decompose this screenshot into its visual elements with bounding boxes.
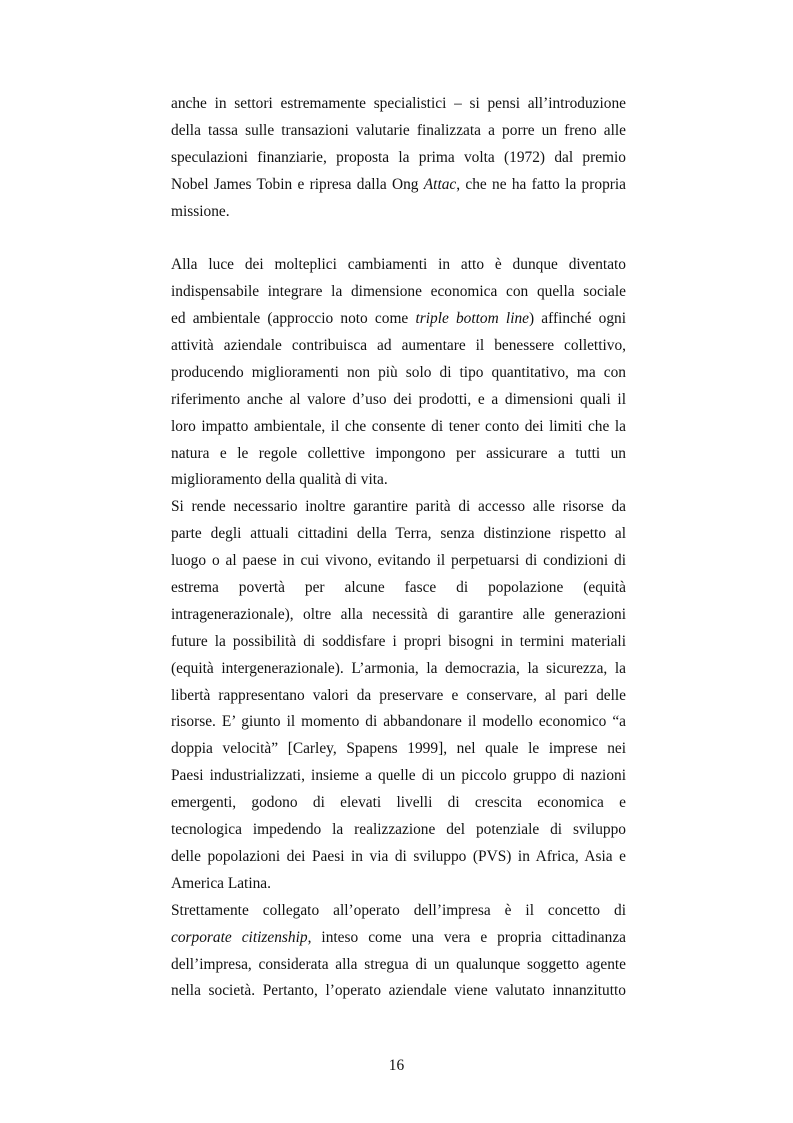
text-line: (equità intergenerazionale). L’armonia, la democrazia, la sicurezza, la xyxy=(171,659,626,677)
text-line: riferimento anche al valore d’uso dei prodotti, e a dimensioni quali il xyxy=(171,390,626,408)
paragraph xyxy=(171,91,626,225)
text-line: delle popolazioni dei Paesi in via di sviluppo (PVS) in Africa, Asia e xyxy=(171,847,626,865)
text-line: doppia velocità” [Carley, Spapens 1999], nel quale le imprese nei xyxy=(171,740,626,758)
text-line: Si rende necessario inoltre garantire parità di accesso alle risorse da xyxy=(171,498,626,516)
paragraph xyxy=(171,494,626,897)
text-line: nella società. Pertanto, l’operato aziendale viene valutato innanzitutto xyxy=(171,982,626,1000)
text-line: Paesi industrializzati, insieme a quelle di un piccolo gruppo di nazioni xyxy=(171,767,626,785)
text-line: speculazioni finanziarie, proposta la prima volta (1972) dal premio xyxy=(171,148,626,166)
page-number: 16 xyxy=(388,1057,405,1074)
text-line: attività aziendale contribuisca ad aumentare il benessere collettivo, xyxy=(171,337,626,355)
text-line: corporate citizenship, inteso come una vera e propria cittadinanza xyxy=(171,928,626,946)
text-line: dell’impresa, considerata alla stregua di un qualunque soggetto agente xyxy=(171,955,626,973)
text-line: Nobel James Tobin e ripresa dalla Ong Attac, che ne ha fatto la propria xyxy=(171,175,627,193)
text-line: intragenerazionale), oltre alla necessità di garantire alle generazioni xyxy=(171,605,626,623)
text-line: miglioramento della qualità di vita. xyxy=(171,471,388,489)
paragraph xyxy=(171,898,626,1006)
text-line: indispensabile integrare la dimensione economica con quella sociale xyxy=(171,283,626,301)
text-line: tecnologica impedendo la realizzazione del potenziale di sviluppo xyxy=(171,821,626,839)
text-line: loro impatto ambientale, il che consente di tener conto dei limiti che la xyxy=(171,417,626,435)
text-line: anche in settori estremamente specialistici – si pensi all’introduzione xyxy=(171,95,626,112)
text-line: estrema povertà per alcune fasce di popolazione (equità xyxy=(171,579,626,597)
text-line: parte degli attuali cittadini della Terra, senza distinzione rispetto al xyxy=(171,525,626,543)
text-line: missione. xyxy=(171,202,230,220)
text-line: risorse. E’ giunto il momento di abbandonare il modello economico “a xyxy=(171,713,626,731)
body-text xyxy=(171,91,626,1005)
text-line: natura e le regole collettive impongono per assicurare a tutti un xyxy=(171,444,626,462)
text-line: producendo miglioramenti non più solo di tipo quantitativo, ma con xyxy=(171,363,626,381)
text-line: emergenti, godono di elevati livelli di crescita economica e xyxy=(171,794,626,812)
text-line: ed ambientale (approccio noto come triple bottom line) affinché ogni xyxy=(171,310,626,328)
text-line: libertà rappresentano valori da preservare e conservare, al pari delle xyxy=(171,686,626,704)
text-line: luogo o al paese in cui vivono, evitando il perpetuarsi di condizioni di xyxy=(171,552,626,570)
paragraph xyxy=(171,252,626,494)
text-line: America Latina. xyxy=(171,874,271,892)
text-line: Strettamente collegato all’operato dell’impresa è il concetto di xyxy=(171,901,626,919)
paragraph-spacer xyxy=(171,225,626,252)
text-line: Alla luce dei molteplici cambiamenti in atto è dunque diventato xyxy=(171,256,626,274)
text-line: future la possibilità di soddisfare i propri bisogni in termini materiali xyxy=(171,632,626,650)
text-line: della tassa sulle transazioni valutarie finalizzata a porre un freno alle xyxy=(171,121,626,139)
